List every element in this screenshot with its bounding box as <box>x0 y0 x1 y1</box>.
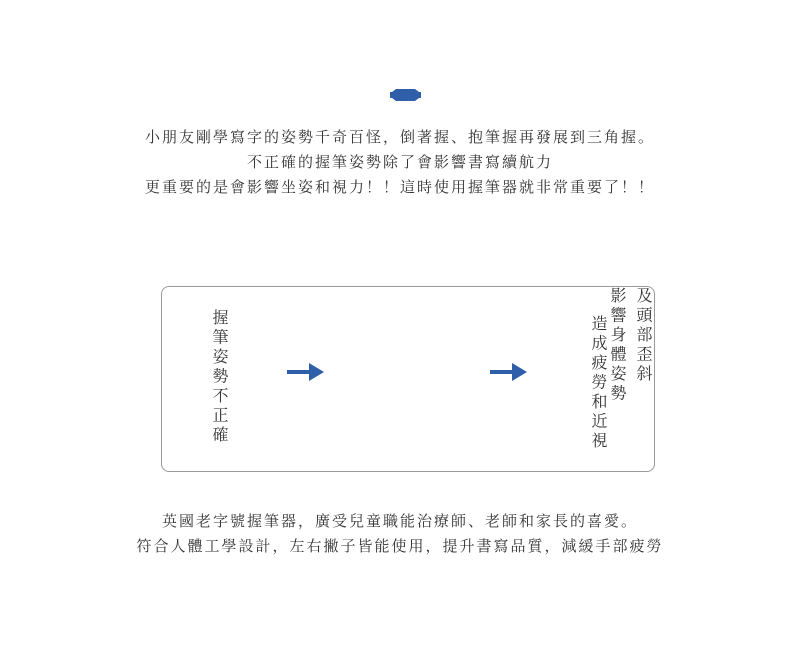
outro-line-1: 英國老字號握筆器，廣受兒童職能治療師、老師和家長的喜愛。 <box>161 512 638 530</box>
flow-step-posture-col-2: 影響身體姿勢 <box>608 287 627 404</box>
intro-line-3: 更重要的是會影響坐姿和視力！！這時使用握筆器就非常重要了！！ <box>144 178 655 196</box>
right-arrow-icon <box>490 363 528 381</box>
outro-line-2: 符合人體工學設計，左右撇子皆能使用，提升書寫品質，減緩手部疲勞 <box>136 537 664 555</box>
right-arrow-icon <box>287 363 325 381</box>
intro-text <box>0 125 800 200</box>
outro-text <box>0 509 800 559</box>
intro-line-1: 小朋友剛學寫字的姿勢千奇百怪，倒著握、抱筆握再發展到三角握。 <box>144 128 655 146</box>
intro-line-2: 不正確的握筆姿勢除了會影響書寫續航力 <box>246 153 553 171</box>
flow-step-incorrect-grip: 握筆姿勢不正確 <box>210 309 229 446</box>
pill-badge-icon <box>389 88 422 102</box>
flow-step-posture-col-1: 及頭部歪斜 <box>634 287 653 385</box>
flow-step-posture <box>162 287 654 404</box>
flow-step-fatigue-myopia: 造成疲勞和近視 <box>589 315 608 452</box>
flow-diagram-box <box>161 286 655 472</box>
